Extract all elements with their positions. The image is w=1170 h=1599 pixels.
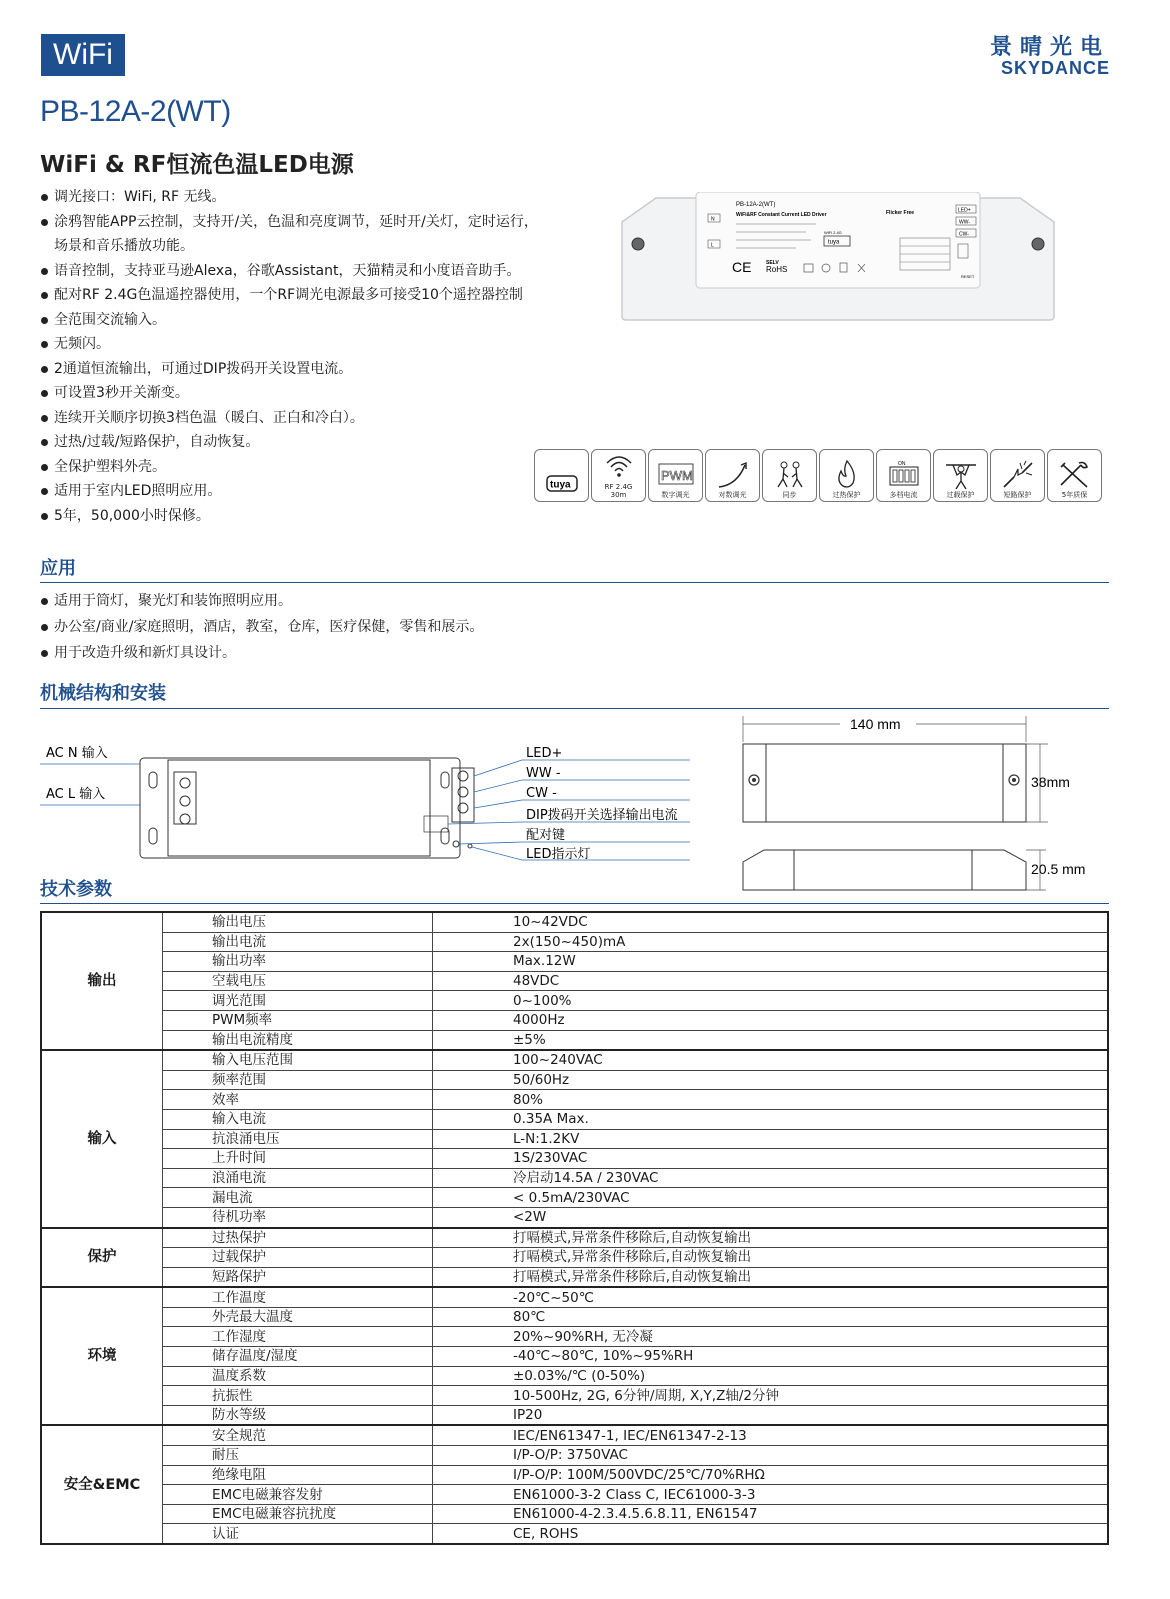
spec-param-value: 80% [433,1090,1109,1110]
spec-row [41,1109,1108,1129]
label-led-plus-out: LED+ [526,746,563,761]
spec-row [41,1366,1108,1386]
spec-row [41,1524,1108,1544]
spec-row [41,1465,1108,1485]
spec-row [41,952,1108,972]
spec-row [41,1030,1108,1050]
spec-param-value: 100~240VAC [433,1050,1109,1070]
spec-row [41,1129,1108,1149]
spec-row [41,1287,1108,1307]
application-item: 办公室/商业/家庭照明，酒店，教室，仓库，医疗保健，零售和展示。 [40,614,483,640]
spec-param-name: 输出电流 [163,932,433,952]
flame-icon [819,449,874,502]
applications-title: 应用 [40,558,76,579]
spec-param-name: 输出功率 [163,952,433,972]
spec-row [41,1010,1108,1030]
feature-item: 适用于室内LED照明应用。 [40,479,600,504]
spec-param-name: 上升时间 [163,1149,433,1169]
spec-row [41,1207,1108,1227]
feature-item: 无频闪。 [40,332,600,357]
spec-param-value: -40℃~80℃, 10%~95%RH [433,1347,1109,1367]
spec-row [41,1188,1108,1208]
spec-param-value: ±0.03%/℃ (0-50%) [433,1366,1109,1386]
section-divider [40,708,1109,709]
icon-caption: 多档电流 [889,491,918,499]
wifi-badge: WiFi [41,34,125,76]
label-ce: CE [732,259,752,275]
spec-row [41,1070,1108,1090]
spec-param-name: EMC电磁兼容抗扰度 [163,1504,433,1524]
spec-table [40,911,1109,1545]
label-led-indicator: LED指示灯 [526,847,591,862]
feature-item: 全范围交流输入。 [40,308,600,333]
spec-row [41,1425,1108,1445]
application-item: 适用于筒灯，聚光灯和装饰照明应用。 [40,588,483,614]
feature-icon-row [534,449,1102,505]
label-pair-key: 配对键 [526,828,566,843]
label-reset: RESET [961,274,975,279]
spec-row [41,991,1108,1011]
label-l: L [711,242,714,249]
spec-param-name: 输入电压范围 [163,1050,433,1070]
spec-param-value: 50/60Hz [433,1070,1109,1090]
spec-param-name: 输出电压 [163,912,433,932]
dip-icon [876,449,931,502]
label-ac-n: AC N 输入 [46,746,108,761]
spec-param-value: <2W [433,1207,1109,1227]
spec-param-name: 漏电流 [163,1188,433,1208]
label-led-plus: LED+ [958,207,971,214]
specs-title: 技术参数 [40,879,112,900]
pwm-icon [648,449,703,502]
spec-param-name: 输入电流 [163,1109,433,1129]
label-tuya: tuya [828,239,840,246]
spec-param-value: IEC/EN61347-1, IEC/EN61347-2-13 [433,1425,1109,1445]
spec-row [41,1168,1108,1188]
label-dip: DIP拨码开关选择输出电流 [526,808,678,823]
spec-param-value: EN61000-4-2.3.4.5.6.8.11, EN61547 [433,1504,1109,1524]
spec-row [41,1405,1108,1425]
feature-item-continued: 场景和音乐播放功能。 [54,238,194,254]
feature-item: 5年，50,000小时保修。 [40,504,600,529]
spec-param-value: 打嗝模式,异常条件移除后,自动恢复输出 [433,1228,1109,1248]
feature-item: 调光接口：WiFi, RF 无线。 [40,185,600,210]
spec-param-value: CE, ROHS [433,1524,1109,1544]
spec-param-value: < 0.5mA/230VAC [433,1188,1109,1208]
spec-param-name: 待机功率 [163,1207,433,1227]
spec-row [41,1504,1108,1524]
spec-param-name: 安全规范 [163,1425,433,1445]
spec-param-name: 过热保护 [163,1228,433,1248]
spec-param-name: 温度系数 [163,1366,433,1386]
spec-param-name: 频率范围 [163,1070,433,1090]
icon-caption: 过载保护 [946,491,975,499]
pwm-label: PWM [660,468,693,483]
feature-item: 过热/过载/短路保护，自动恢复。 [40,430,600,455]
spec-param-value: I/P-O/P: 100M/500VDC/25℃/70%RHΩ [433,1465,1109,1485]
tuya-label: tuya [549,479,571,491]
label-cw-out: CW - [526,786,557,801]
spec-param-name: 过载保护 [163,1248,433,1268]
spec-param-name: 输出电流精度 [163,1030,433,1050]
spec-param-value: 2x(150~450)mA [433,932,1109,952]
spec-group-name: 保护 [41,1228,163,1288]
spec-row [41,1090,1108,1110]
spec-row [41,1248,1108,1268]
feature-item: 可设置3秒开关渐变。 [40,381,600,406]
label-ww: WW- [959,219,971,226]
spec-param-value: 0~100% [433,991,1109,1011]
spec-param-name: 防水等级 [163,1405,433,1425]
spec-param-value: L-N:1.2KV [433,1129,1109,1149]
tuya-icon [534,449,589,502]
label-flicker: Flicker Free [886,210,915,216]
mechanical-title: 机械结构和安装 [40,683,166,704]
spec-param-name: 工作温度 [163,1287,433,1307]
spec-param-name: 抗浪涌电压 [163,1129,433,1149]
label-rohs: RoHS [766,265,788,274]
product-photo [616,192,1060,324]
spec-row [41,932,1108,952]
feature-item: 涂鸦智能APP云控制，支持开/关，色温和亮度调节，延时开/关灯，定时运行， [40,210,600,235]
spec-param-value: IP20 [433,1405,1109,1425]
spec-row [41,1149,1108,1169]
brand-name-cn: 景晴光电 [989,35,1110,60]
label-desc: WiFi&RF Constant Current LED Driver [736,212,827,218]
spec-param-value: 10~42VDC [433,912,1109,932]
section-divider [40,903,1109,904]
spec-param-value: 20%~90%RH, 无冷凝 [433,1327,1109,1347]
overload-icon [933,449,988,502]
spec-row [41,1307,1108,1327]
dip-on-label: ON [897,461,905,467]
spec-param-value: Max.12W [433,952,1109,972]
spec-row [41,1446,1108,1466]
spec-param-name: 绝缘电阻 [163,1465,433,1485]
label-cw: CW- [959,231,969,238]
spec-row [41,1386,1108,1406]
icon-caption: 过热保护 [832,491,861,499]
spec-param-name: 调光范围 [163,991,433,1011]
spec-group-name: 环境 [41,1287,163,1425]
application-list [40,588,483,666]
spec-row [41,1228,1108,1248]
product-subtitle: WiFi & RF恒流色温LED电源 [40,152,354,178]
spec-param-name: 外壳最大温度 [163,1307,433,1327]
icon-caption: RF 2.4G 30m [604,483,633,499]
feature-item: 2通道恒流输出，可通过DIP拨码开关设置电流。 [40,357,600,382]
spec-param-name: 认证 [163,1524,433,1544]
tools-icon [1047,449,1102,502]
spec-param-name: 短路保护 [163,1267,433,1287]
spec-param-value: 0.35A Max. [433,1109,1109,1129]
label-selv: SELV [766,260,779,266]
spec-row [41,1050,1108,1070]
application-item: 用于改造升级和新灯具设计。 [40,640,483,666]
spec-param-value: 4000Hz [433,1010,1109,1030]
spec-param-name: 储存温度/湿度 [163,1347,433,1367]
spec-param-value: 冷启动14.5A / 230VAC [433,1168,1109,1188]
sync-icon [762,449,817,502]
feature-item: 语音控制，支持亚马逊Alexa，谷歌Assistant，天猫精灵和小度语音助手。 [40,259,600,284]
spec-param-value: 48VDC [433,971,1109,991]
label-n: N [711,216,715,223]
spec-group-name: 输出 [41,912,163,1050]
spec-param-name: 抗振性 [163,1386,433,1406]
spec-param-value: EN61000-3-2 Class C, IEC61000-3-3 [433,1485,1109,1505]
feature-list [40,185,600,528]
icon-caption: 对数调光 [718,491,747,499]
curve-icon [705,449,760,502]
label-ww-out: WW - [526,766,561,781]
spec-param-name: 工作湿度 [163,1327,433,1347]
spec-param-name: 效率 [163,1090,433,1110]
dim-height: 20.5 mm [1031,861,1086,877]
feature-item: 连续开关顺序切换3档色温（暖白、正白和冷白）。 [40,406,600,431]
label-wifi: WiFi 2.4G [824,230,842,235]
label-ac-l: AC L 输入 [46,787,106,802]
spec-param-value: -20℃~50℃ [433,1287,1109,1307]
dim-length: 140 mm [850,716,901,732]
spec-param-value: 打嗝模式,异常条件移除后,自动恢复输出 [433,1248,1109,1268]
feature-item: 全保护塑料外壳。 [40,455,600,480]
spec-group-name: 输入 [41,1050,163,1227]
spec-param-name: 空载电压 [163,971,433,991]
spec-group-name: 安全&EMC [41,1425,163,1544]
spec-row [41,971,1108,991]
spec-row [41,1485,1108,1505]
spec-param-name: PWM频率 [163,1010,433,1030]
spec-param-name: EMC电磁兼容发射 [163,1485,433,1505]
dimension-drawing [740,712,1110,896]
label-model: PB-12A-2(WT) [736,202,776,208]
feature-item: 配对RF 2.4G色温遥控器使用，一个RF调光电源最多可接受10个遥控器控制 [40,283,600,308]
spec-param-name: 浪涌电流 [163,1168,433,1188]
spec-param-name: 耐压 [163,1446,433,1466]
icon-caption: 数字调光 [661,491,690,499]
spec-param-value: 10-500Hz, 2G, 6分钟/周期, X,Y,Z轴/2分钟 [433,1386,1109,1406]
spec-row [41,1347,1108,1367]
spec-param-value: I/P-O/P: 3750VAC [433,1446,1109,1466]
spec-param-value: 80℃ [433,1307,1109,1327]
dim-width: 38mm [1031,774,1070,790]
spec-param-value: 打嗝模式,异常条件移除后,自动恢复输出 [433,1267,1109,1287]
section-divider [40,582,1109,583]
model-title: PB-12A-2(WT) [40,95,231,128]
spec-row [41,1327,1108,1347]
icon-caption: 同步 [782,491,797,499]
rf-icon [591,449,646,502]
wiring-diagram [40,730,700,870]
brand-name-en: SKYDANCE [1000,58,1110,78]
icon-caption: 5年质保 [1061,491,1088,499]
spec-param-value: 1S/230VAC [433,1149,1109,1169]
short-icon [990,449,1045,502]
spec-param-value: ±5% [433,1030,1109,1050]
icon-caption: 短路保护 [1003,491,1032,499]
spec-row [41,912,1108,932]
spec-row [41,1267,1108,1287]
